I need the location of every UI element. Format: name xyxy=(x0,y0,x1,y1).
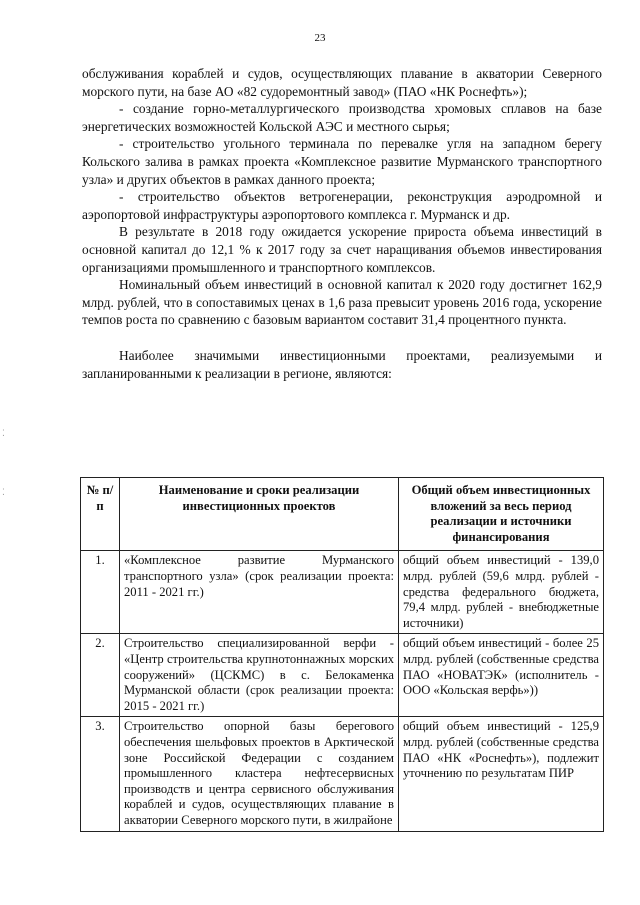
paragraph: - строительство объектов ветрогенерации, реконструкция аэродромной и аэропортовой инфраструктуры аэропортового комплекса г. Мурманск и др. xyxy=(82,189,602,222)
investment-projects-table xyxy=(80,477,604,832)
paragraph: обслуживания кораблей и судов, осуществляющих плавание в акватории Северного морского пути, на базе АО «82 судоремонтный завод» (ПАО «НК Роснефть»); xyxy=(82,66,602,99)
scan-artifact: ⁚ xyxy=(2,428,5,438)
project-name: Строительство опорной базы берегового обеспечения шельфовых проектов в Арктической зоне Российской Федерации с созданием промышленного кластера нефтесервисных производств и центра сервисного обслуживания кораблей и судов, осуществляющих плавание в акватории Северного морского пути, в жилрайоне xyxy=(120,717,399,832)
paragraph: В результате в 2018 году ожидается ускорение прироста объема инвестиций в основной капитал до 12,1 % к 2017 году за счет наращивания объемов инвестирования организациями промышленного и транспортного комплексов. xyxy=(82,224,602,275)
project-name: Строительство специализированной верфи - «Центр строительства крупнотоннажных морских сооружений» (ЦСКМС) в с. Белокаменка Мурманской области (срок реализации проекта: 2015 - 2021 гг.) xyxy=(120,634,399,717)
table-row xyxy=(81,634,604,717)
project-funding: общий объем инвестиций - 139,0 млрд. рублей (59,6 млрд. рублей - средства федерального бюджета, 79,4 млрд. рублей - внебюджетные источники) xyxy=(399,551,604,634)
body-text xyxy=(82,65,602,382)
table-row xyxy=(81,551,604,634)
scan-artifact: ⁚ xyxy=(2,487,5,497)
project-name: «Комплексное развитие Мурманского транспортного узла» (срок реализации проекта: 2011 - 2021 гг.) xyxy=(120,551,399,634)
row-number: 2. xyxy=(81,634,120,717)
table-row xyxy=(81,717,604,832)
column-header-funding: Общий объем инвестиционных вложений за весь период реализации и источники финансирования xyxy=(399,478,604,551)
page-number: 23 xyxy=(314,32,326,44)
paragraph: - создание горно-металлургического производства хромовых сплавов на базе энергетических возможностей Кольской АЭС и местного сырья; xyxy=(82,101,602,134)
column-header-name: Наименование и сроки реализации инвестиционных проектов xyxy=(120,478,399,551)
project-funding: общий объем инвестиций - 125,9 млрд. рублей (собственные средства ПАО «НК «Роснефть»), подлежит уточнению по результатам ПИР xyxy=(399,717,604,832)
row-number: 1. xyxy=(81,551,120,634)
paragraph: Наиболее значимыми инвестиционными проектами, реализуемыми и запланированными к реализации в регионе, являются: xyxy=(82,347,602,381)
row-number: 3. xyxy=(81,717,120,832)
paragraph: Номинальный объем инвестиций в основной капитал к 2020 году достигнет 162,9 млрд. рублей, что в сопоставимых ценах в 1,6 раза превысит уровень 2016 года, ускорение темпов роста по сравнению с базовым вариантом составит 31,4 процентного пункта. xyxy=(82,277,602,328)
paragraph: - строительство угольного терминала по перевалке угля на западном берегу Кольского залива в рамках проекта «Комплексное развитие Мурманского транспортного узла» и других объектов в рамках данного проекта; xyxy=(82,136,602,187)
column-header-number: № п/п xyxy=(81,478,120,551)
table-header-row xyxy=(81,478,604,551)
project-funding: общий объем инвестиций - более 25 млрд. рублей (собственные средства ПАО «НОВАТЭК» (исполнитель - ООО «Кольская верфь»)) xyxy=(399,634,604,717)
